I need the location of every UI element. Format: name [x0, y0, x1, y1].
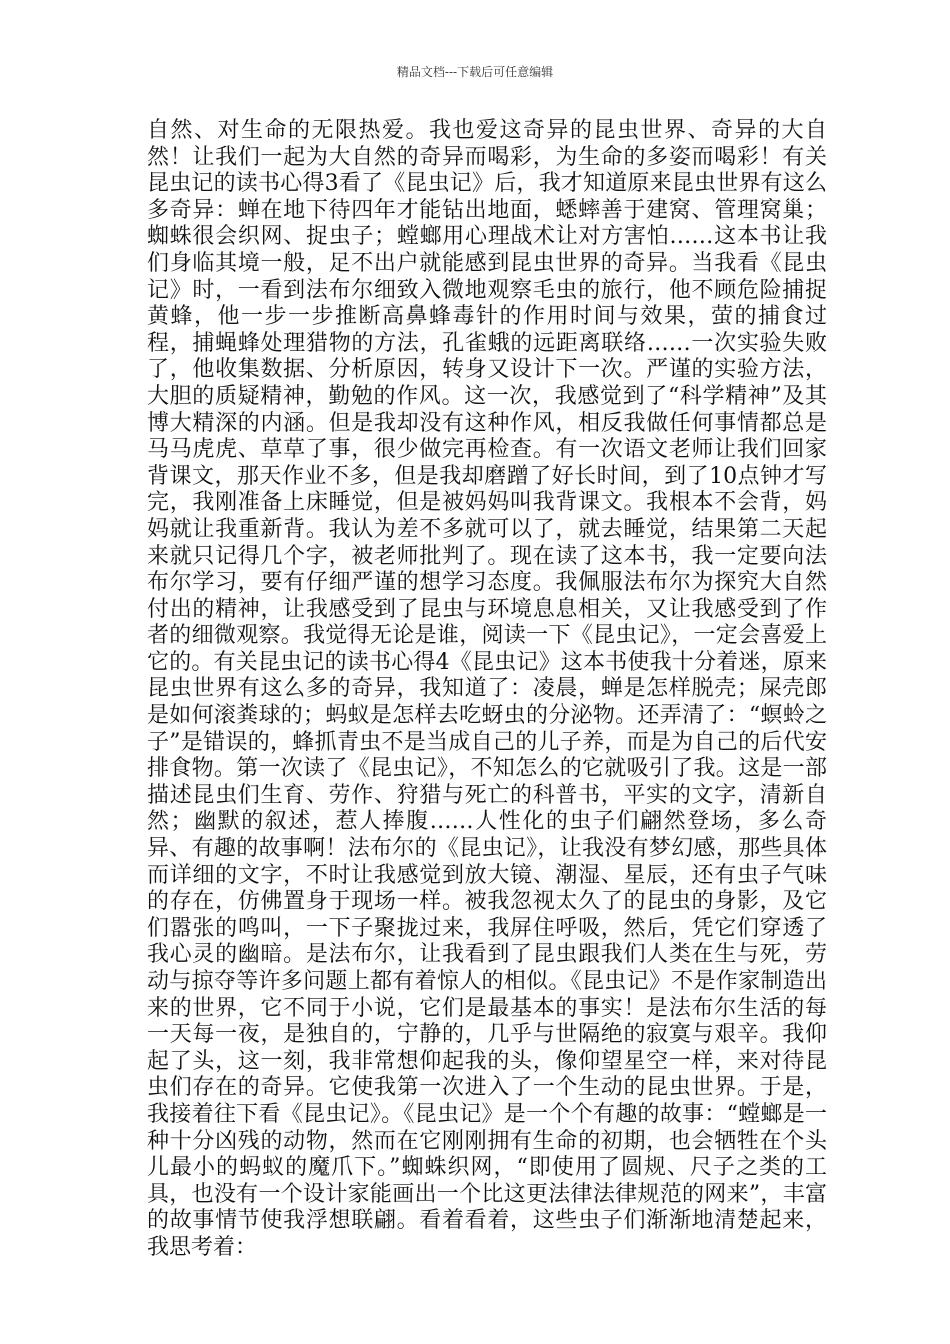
body-paragraph: 自然、对生命的无限热爱。我也爱这奇异的昆虫世界、奇异的大自然！让我们一起为大自然的奇异而喝彩，为生命的多姿而喝彩！有关昆虫记的读书心得3看了《昆虫记》后，我才知道原来昆虫世界有这么多奇异：蝉在地下待四年才能钻出地面，蟋蟀善于建窝、管理窝巢；蜘蛛很会织网、捉虫子；螳螂用心理战术让对方害怕……这本书让我们身临其境一般，足不出户就能感到昆虫世界的奇异。当我看《昆虫记》时，一看到法布尔细致入微地观察毛虫的旅行，他不顾危险捕捉黄蜂，他一步一步推断高鼻蜂毒针的作用时间与效果，萤的捕食过程，捕蝇蜂处理猎物的方法，孔雀蛾的远距离联络……一次实验失败了，他收集数据、分析原因，转身又设计下一次。严谨的实验方法，大胆的质疑精神，勤勉的作风。这一次，我感觉到了“科学精神”及其博大精深的内涵。但是我却没有这种作风，相反我做任何事情都总是马马虎虎、草草了事，很少做完再检查。有一次语文老师让我们回家背课文，那天作业不多，但是我却磨蹭了好长时间，到了10点钟才写完，我刚准备上床睡觉，但是被妈妈叫我背课文。我根本不会背，妈妈就让我重新背。我认为差不多就可以了，就去睡觉，结果第二天起来就只记得几个字，被老师批判了。现在读了这本书，我一定要向法布尔学习，要有仔细严谨的想学习态度。我佩服法布尔为探究大自然付出的精神，让我感受到了昆虫与环境息息相关，又让我感受到了作者的细微观察。我觉得无论是谁，阅读一下《昆虫记》，一定会喜爱上它的。有关昆虫记的读书心得4《昆虫记》这本书使我十分着迷，原来昆虫世界有这么多的奇异，我知道了：凌晨，蝉是怎样脱壳；屎壳郎是如何滚粪球的；蚂蚁是怎样去吃蚜虫的分泌物。还弄清了：“螟蛉之子”是错误的，蜂抓青虫不是当成自己的儿子养，而是为自己的后代安排食物。第一次读了《昆虫记》，不知怎么的它就吸引了我。这是一部描述昆虫们生育、劳作、狩猎与死亡的科普书，平实的文字，清新自然；幽默的叙述，惹人捧腹……人性化的虫子们翩然登场，多么奇异、有趣的故事啊！法布尔的《昆虫记》，让我没有梦幻感，那些具体而详细的文字，不时让我感觉到放大镜、潮湿、星辰，还有虫子气味的存在，仿佛置身于现场一样。被我忽视太久了的昆虫的身影，及它们嚣张的鸣叫，一下子聚拢过来，我屏住呼吸，然后，凭它们穿透了我心灵的幽暗。是法布尔，让我看到了昆虫跟我们人类在生与死，劳动与掠夺等许多问题上都有着惊人的相似。《昆虫记》不是作家制造出来的世界，它不同于小说，它们是最基本的事实！是法布尔生活的每一天每一夜，是独自的，宁静的，几乎与世隔绝的寂寞与艰辛。我仰起了头，这一刻，我非常想仰起我的头，像仰望星空一样，来对待昆虫们存在的奇异。它使我第一次进入了一个生动的昆虫世界。于是，我接着往下看《昆虫记》。《昆虫记》是一个个有趣的故事：“螳螂是一种十分凶残的动物，然而在它刚刚拥有生命的初期，也会牺牲在个头儿最小的蚂蚁的魔爪下。”蜘蛛织网，“即使用了圆规、尺子之类的工具，也没有一个设计家能画出一个比这更法律法律规范的网来”，丰富的故事情节使我浮想联翩。看着看着，这些虫子们渐渐地清楚起来，我思考着：: [147, 118, 827, 1260]
page-header: 精品文档---下载后可任意编辑: [396, 65, 554, 79]
